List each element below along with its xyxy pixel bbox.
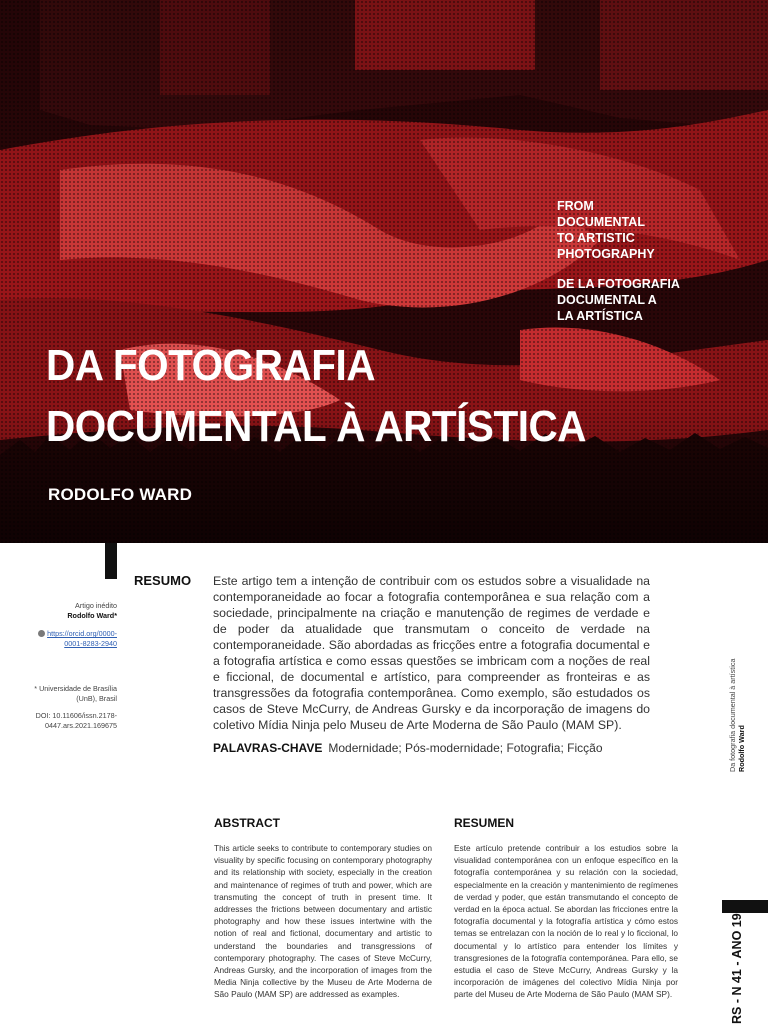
running-title: Da fotografia documental à artística — [728, 658, 737, 772]
article-title: DA FOTOGRAFIA DOCUMENTAL À ARTÍSTICA — [46, 341, 587, 451]
article-author: RODOLFO WARD — [48, 485, 193, 504]
article-type: Artigo inédito — [75, 601, 117, 610]
keywords-label: PALAVRAS-CHAVE — [213, 741, 323, 755]
alternate-titles — [557, 198, 757, 338]
meta-author: Rodolfo Ward* — [67, 610, 117, 620]
resumen-heading: RESUMEN — [454, 816, 515, 830]
resumen-text: Este artículo pretende contribuir a los estudios sobre la visualidad contemporánea con un enfoque específico en la fotografía contemporánea y su relación con la sociedad, especialmente en la creación y mantenimiento de regímenes de verdad y poder, que están transmutando el concepto de verdad en la época actual. Se abordan las fricciones entre la fotografía documental y la fotografía artística y cómo estos temas se entrelazan con la noción de lo real y lo ficcional, lo documental y lo artístico para entender los límites y transgresiones de la fotografía contemporánea. Para ello, se estudia el caso de Steve McCurry, Andreas Gursky y la incorporación de imágenes del colectivo Mídia Ninja por parte del Museu de Arte Moderna de São Paulo (MAM SP). — [454, 843, 678, 1000]
title-spanish: DE LA FOTOGRAFIA DOCUMENTAL A LA ARTÍSTICA — [557, 277, 680, 323]
affiliation: * Universidade de Brasília (UnB), Brasil — [34, 684, 117, 703]
running-header — [728, 632, 746, 772]
title-english: FROM DOCUMENTAL TO ARTISTIC PHOTOGRAPHY — [557, 199, 655, 261]
abstract-heading: ABSTRACT — [214, 816, 280, 830]
keywords — [213, 741, 693, 755]
section-marker — [105, 543, 117, 579]
doi: DOI: 10.11606/issn.2178-0447.ars.2021.169675 — [35, 711, 117, 730]
orcid-icon — [38, 630, 45, 637]
issue-number: RS - N 41 - ANO 19 — [730, 913, 744, 1024]
abstract-text: This article seeks to contribute to contemporary studies on visuality by specific focusing on contemporary photography and its relationship with society, especially in the creation and maintenance of regimes of truth and power, which are transmuting the concept of truth in present time. It addresses the frictions between documentary and artistic photography and how these issues intertwine with the notion of real and fictional, documentary and artistic to understand the boundaries and transgressions of contemporary photography. The cases of Steve McCurry, Andreas Gursky, and the incorporation of images from the Media Ninja collective by the Museu de Arte Moderna de São Paulo (MAM SP) are addressed as examples. — [214, 843, 432, 1000]
orcid-block — [20, 629, 117, 648]
resumo-heading: RESUMO — [134, 573, 192, 588]
side-bar — [722, 900, 768, 913]
orcid-link[interactable]: https://orcid.org/0000-0001-8283-2940 — [47, 629, 117, 648]
article-meta — [20, 601, 117, 620]
running-author: Rodolfo Ward — [737, 725, 746, 772]
resumo-text: Este artigo tem a intenção de contribuir com os estudos sobre a visualidade na contemporaneidade ao focar a fotografia contemporânea e sua relação com a sociedade, principalmente na criação e manutenção de regimes de verdade e de poder da atualidade que transmutam o conceito de verdade na contemporaneidade. São abordadas as fricções entre a fotografia documental e a fotografia artística e como essas questões se imbricam com a noções de real e ficcional, de documental e artístico, para compreender as fronteiras e as transgressões da fotografia contemporânea. Como exemplo, são estudados os casos de Steve McCurry, de Andreas Gursky e da incorporação de imagens do coletivo Mídia Ninja pelo Museu de Arte Moderna de São Paulo (MAM SP). — [213, 574, 650, 732]
keywords-list: Modernidade; Pós-modernidade; Fotografia; Ficção — [328, 741, 603, 755]
